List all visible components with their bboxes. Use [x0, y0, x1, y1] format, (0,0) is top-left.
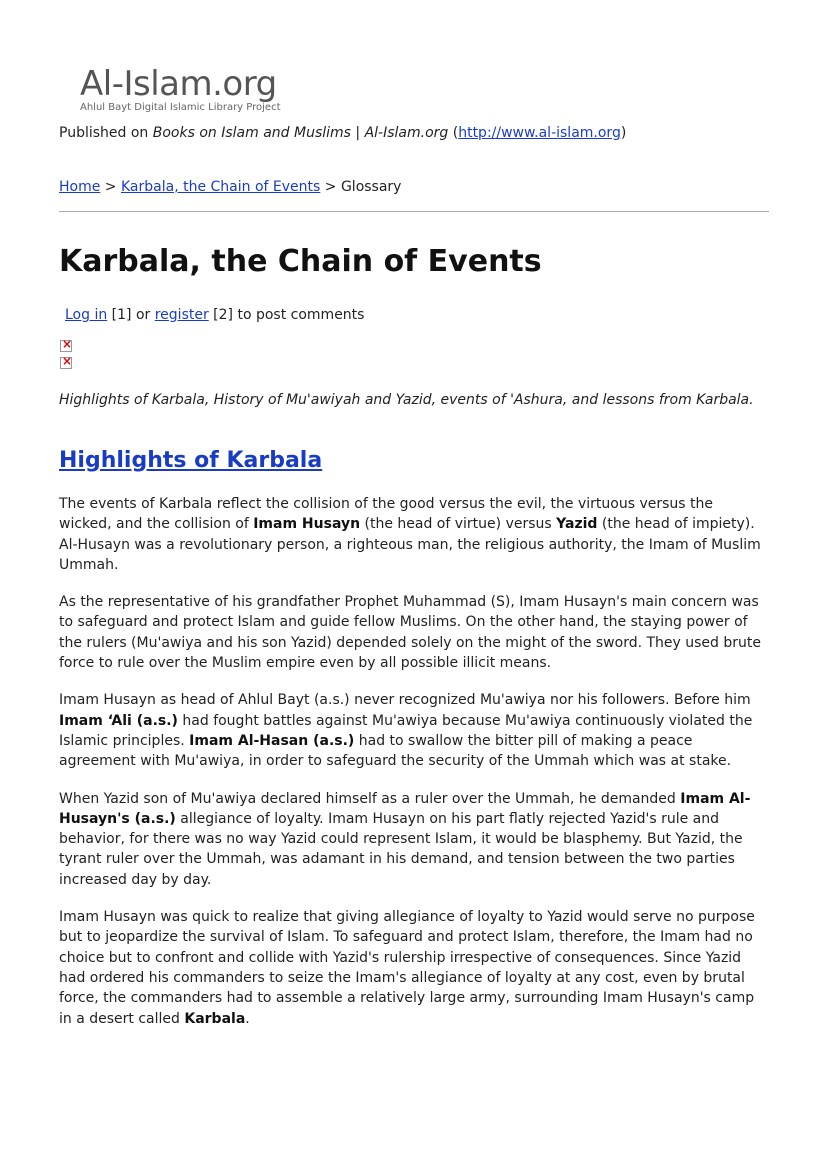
- article-body: [59, 494, 769, 1046]
- bold-term: Imam Al-Hasan (a.s.): [189, 732, 355, 749]
- comment-ref-1: [1] or: [107, 307, 155, 323]
- text: (the head of virtue) versus: [360, 516, 557, 533]
- bold-term: Imam Husayn: [253, 516, 361, 533]
- bold-term: Karbala: [184, 1010, 246, 1027]
- text: .: [245, 1010, 250, 1027]
- breadcrumb-current: Glossary: [340, 179, 402, 195]
- text: Imam Husayn as head of Ahlul Bayt (a.s.) never recognized Mu'awiya nor his followers. Before him: [59, 692, 751, 709]
- breadcrumb-home-link[interactable]: Home: [59, 179, 101, 195]
- breadcrumb: [59, 179, 401, 195]
- comment-prompt: [65, 307, 364, 323]
- bold-term: Yazid: [556, 516, 598, 533]
- published-site: Books on Islam and Muslims | Al-Islam.org: [152, 125, 449, 141]
- section-heading[interactable]: [59, 448, 322, 473]
- register-link[interactable]: register: [154, 307, 209, 323]
- login-link[interactable]: Log in: [65, 307, 108, 323]
- published-open: (: [452, 125, 459, 141]
- breadcrumb-separator: >: [320, 179, 341, 195]
- logo-title: Al-Islam.org: [80, 64, 277, 104]
- text: Imam Husayn was quick to realize that giving allegiance of loyalty to Yazid would serve no purpose but to jeopardize the survival of Islam. To safeguard and protect Islam, therefore, the Imam had no choice but to confront and collide with Yazid's rulership irrespective of consequences. Since Yazid had ordered his commanders to seize the Imam's allegiance of loyalty at any cost, even by brutal force, the commanders had to assemble a relatively large army, surrounding Imam Husayn's camp in a desert called: [59, 909, 755, 1027]
- broken-image-icon: [60, 340, 72, 352]
- text: had fought battles against Mu'awiya because Mu'awiya continuously violated the Islamic principles.: [59, 712, 753, 749]
- text: The events of Karbala reflect the collision of the good versus the evil, the virtuous versus the wicked, and the collision of: [59, 496, 714, 533]
- text: allegiance of loyalty. Imam Husayn on his part flatly rejected Yazid's rule and behavior, for there was no way Yazid could represent Islam, it would be blasphemy. But Yazid, the tyrant ruler over the Ummah, was adamant in his demand, and tension between the two parties increased day by day.: [59, 810, 743, 888]
- broken-image-icon: [60, 357, 72, 369]
- text: (the head of impiety). Al-Husayn was a revolutionary person, a righteous man, the religious authority, the Imam of Muslim Ummah.: [59, 516, 761, 573]
- breadcrumb-separator: >: [100, 179, 121, 195]
- page-title: Karbala, the Chain of Events: [59, 244, 542, 279]
- published-url-link[interactable]: http://www.al-islam.org: [458, 125, 621, 141]
- site-logo[interactable]: [78, 64, 318, 120]
- text: When Yazid son of Mu'awiya declared himself as a ruler over the Ummah, he demanded: [59, 790, 681, 807]
- section-heading-link[interactable]: Highlights of Karbala: [59, 448, 323, 473]
- divider: [59, 211, 769, 212]
- paragraph-5: [59, 907, 769, 1029]
- published-close: ): [620, 125, 627, 141]
- breadcrumb-book-link[interactable]: Karbala, the Chain of Events: [120, 179, 321, 195]
- bold-term: Imam ‘Ali (a.s.): [59, 712, 178, 729]
- book-intro: Highlights of Karbala, History of Mu'awiyah and Yazid, events of 'Ashura, and lessons from Karbala.: [59, 392, 754, 408]
- published-prefix: Published on: [59, 125, 153, 141]
- paragraph-2: As the representative of his grandfather Prophet Muhammad (S), Imam Husayn's main concern was to safeguard and protect Islam and guide fellow Muslims. On the other hand, the staying power of the rulers (Mu'awiya and his son Yazid) depended solely on the might of the sword. They used brute force to rule over the Muslim empire even by all possible illicit means.: [59, 594, 761, 672]
- published-line: [59, 125, 626, 141]
- paragraph-1: [59, 494, 769, 575]
- paragraph-3: [59, 690, 769, 771]
- paragraph-4: [59, 789, 769, 890]
- bold-term: Imam Al-Husayn's (a.s.): [59, 790, 751, 827]
- text: had to swallow the bitter pill of making a peace agreement with Mu'awiya, in order to safeguard the security of the Ummah which was at stake.: [59, 732, 732, 770]
- logo-subtitle: Ahlul Bayt Digital Islamic Library Project: [80, 102, 281, 113]
- comment-ref-2: [2] to post comments: [208, 307, 365, 323]
